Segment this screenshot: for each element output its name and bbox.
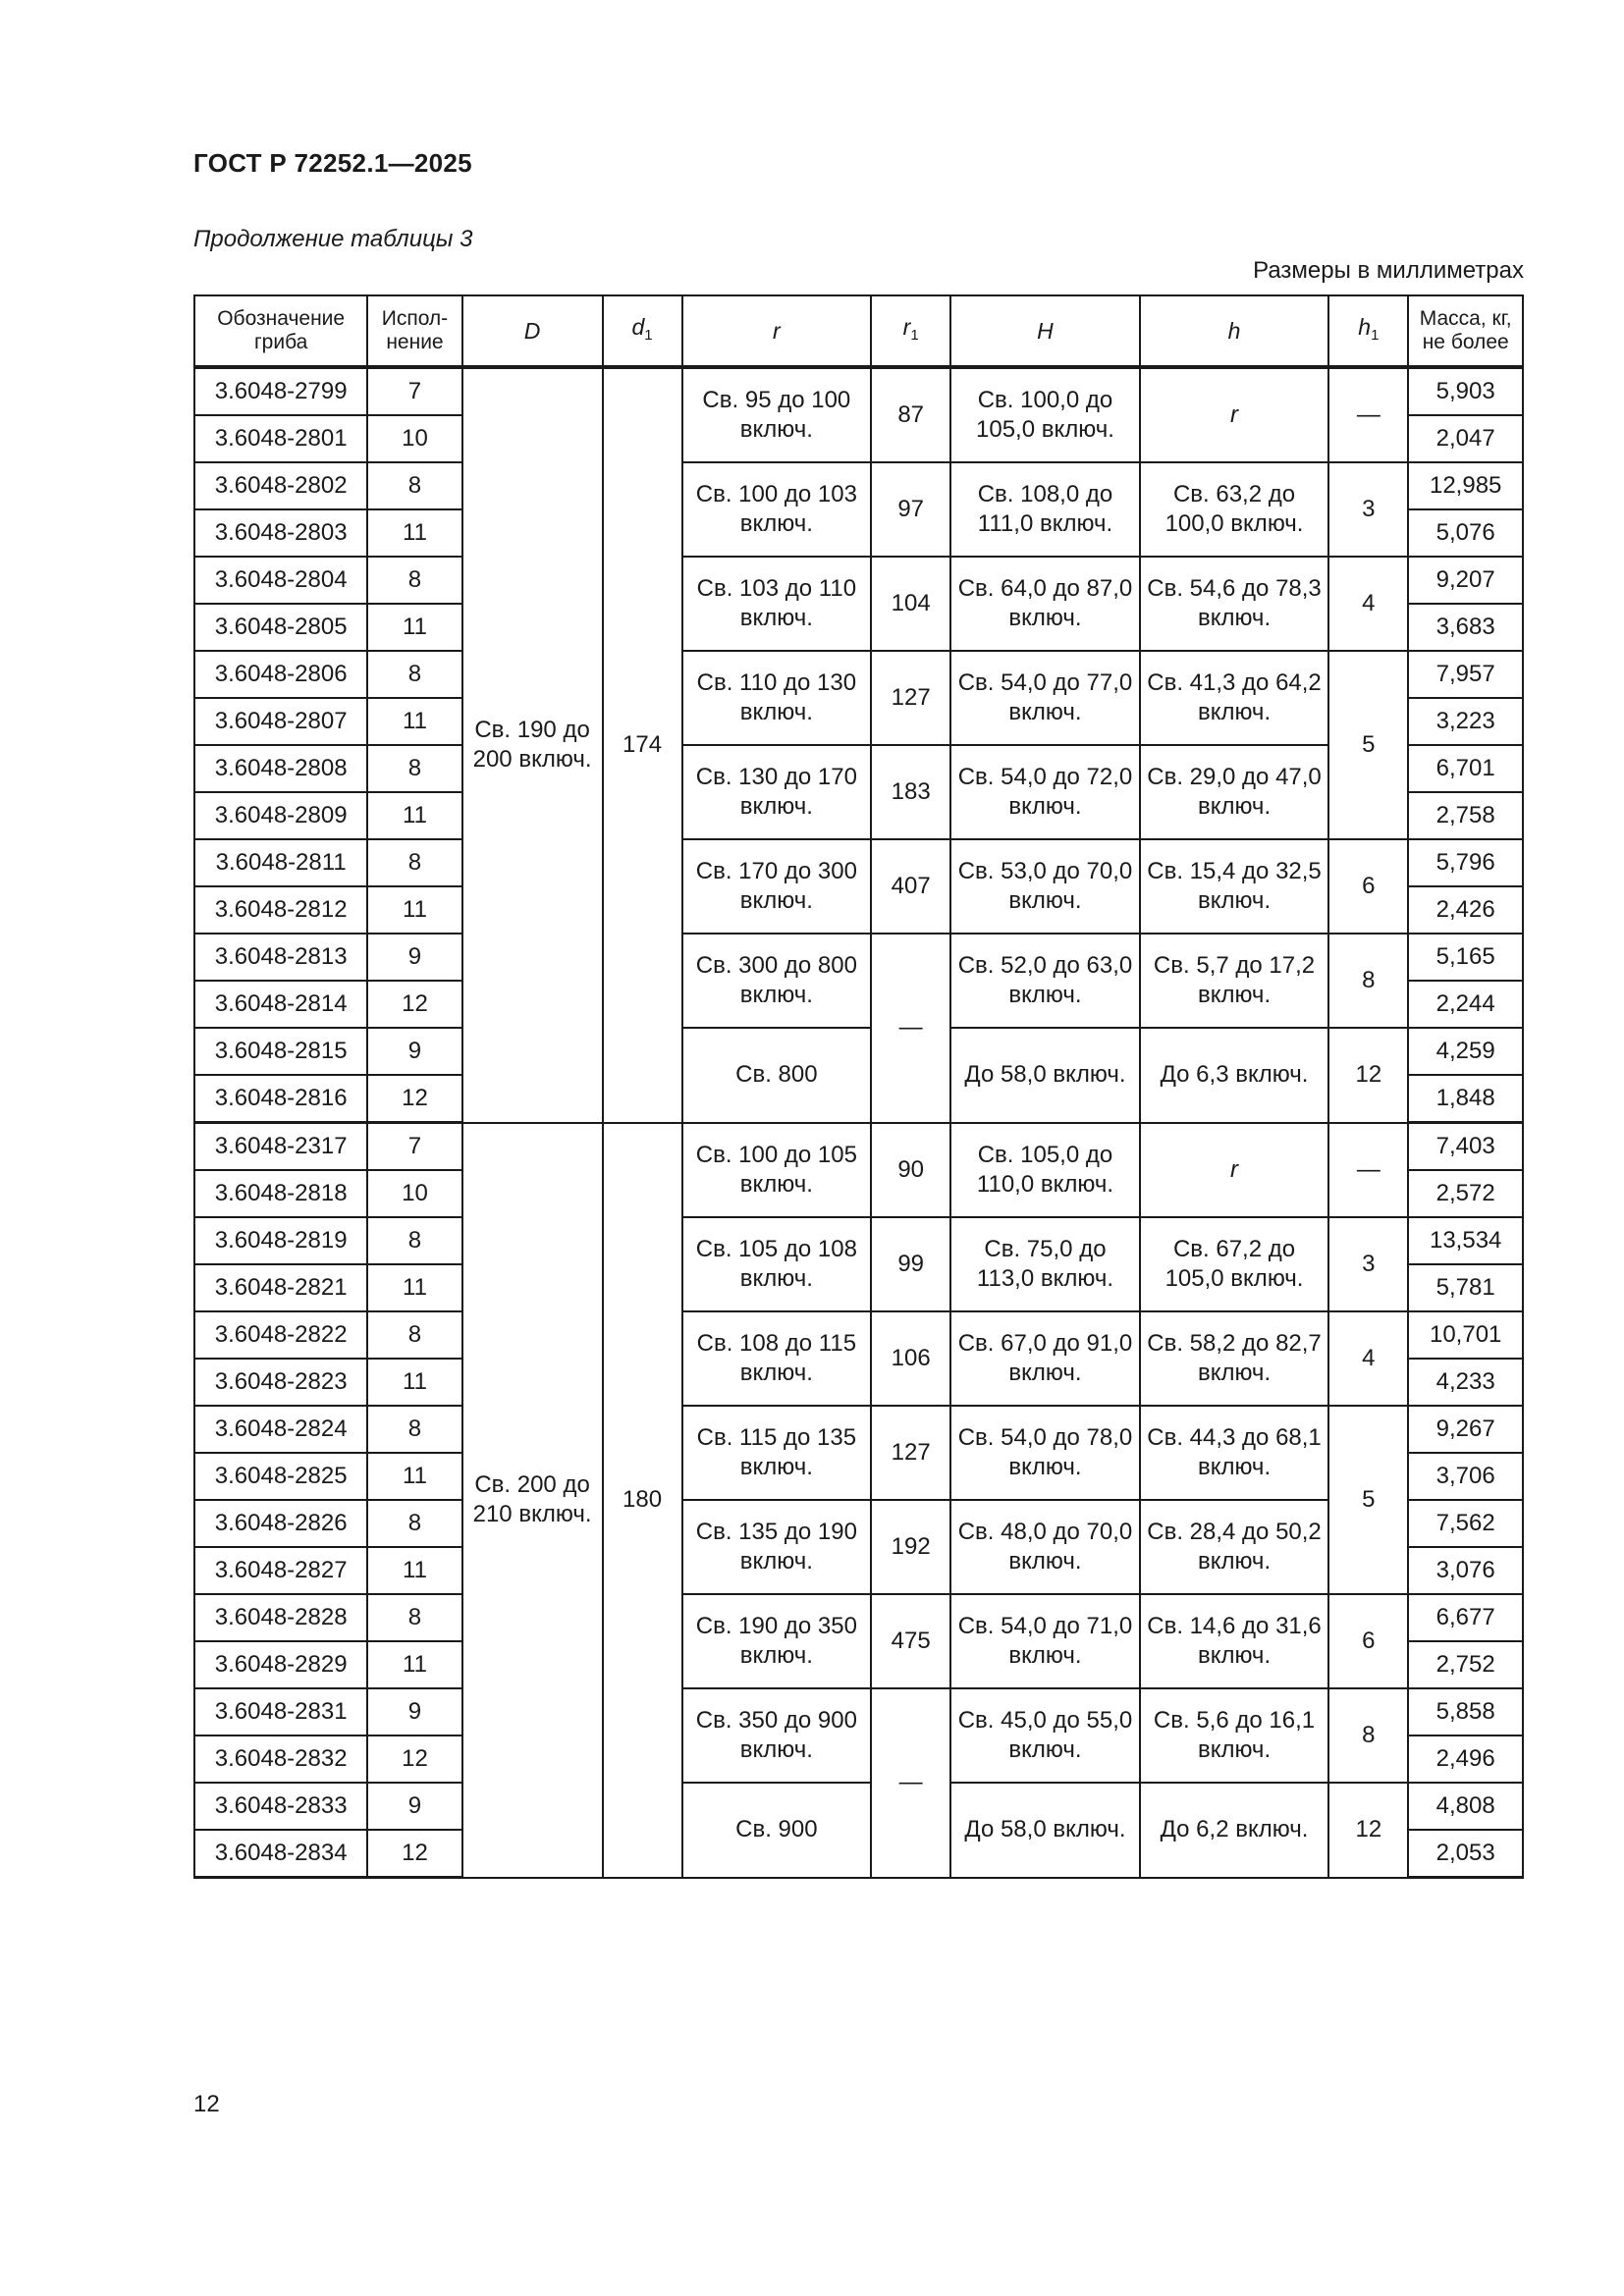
table-row bbox=[194, 1783, 1523, 1830]
H-cell: Св. 75,0 до 113,0 включ. bbox=[950, 1217, 1140, 1311]
col-header-D: D bbox=[462, 295, 603, 367]
h1-cell: — bbox=[1328, 367, 1408, 462]
mass-cell: 6,701 bbox=[1408, 745, 1523, 792]
designation-cell: 3.6048-2832 bbox=[194, 1735, 367, 1783]
h-cell: До 6,3 включ. bbox=[1140, 1028, 1329, 1123]
h-cell: Св. 29,0 до 47,0 включ. bbox=[1140, 745, 1329, 839]
mass-cell: 3,683 bbox=[1408, 604, 1523, 651]
version-cell: 12 bbox=[367, 1735, 461, 1783]
mass-cell: 10,701 bbox=[1408, 1311, 1523, 1359]
H-cell: Св. 48,0 до 70,0 включ. bbox=[950, 1500, 1140, 1594]
H-cell: Св. 53,0 до 70,0 включ. bbox=[950, 839, 1140, 934]
version-cell: 12 bbox=[367, 1830, 461, 1878]
H-cell: Св. 64,0 до 87,0 включ. bbox=[950, 557, 1140, 651]
H-cell: Св. 54,0 до 72,0 включ. bbox=[950, 745, 1140, 839]
r-cell: Св. 110 до 130 включ. bbox=[682, 651, 872, 745]
table-row bbox=[194, 651, 1523, 698]
H-cell: Св. 54,0 до 78,0 включ. bbox=[950, 1406, 1140, 1500]
version-cell: 11 bbox=[367, 1264, 461, 1311]
table-row bbox=[194, 1594, 1523, 1641]
version-cell: 8 bbox=[367, 745, 461, 792]
designation-cell: 3.6048-2812 bbox=[194, 886, 367, 934]
table-continuation-caption: Продолжение таблицы 3 bbox=[193, 226, 473, 252]
h-cell: r bbox=[1140, 1123, 1329, 1218]
mass-cell: 2,496 bbox=[1408, 1735, 1523, 1783]
h-cell: Св. 58,2 до 82,7 включ. bbox=[1140, 1311, 1329, 1406]
version-cell: 8 bbox=[367, 1406, 461, 1453]
mass-cell: 2,572 bbox=[1408, 1170, 1523, 1217]
designation-cell: 3.6048-2814 bbox=[194, 981, 367, 1028]
h1-cell: 4 bbox=[1328, 1311, 1408, 1406]
designation-cell: 3.6048-2829 bbox=[194, 1641, 367, 1688]
r1-cell: — bbox=[871, 934, 950, 1123]
version-cell: 9 bbox=[367, 934, 461, 981]
designation-cell: 3.6048-2809 bbox=[194, 792, 367, 839]
mass-cell: 5,165 bbox=[1408, 934, 1523, 981]
r1-cell: 87 bbox=[871, 367, 950, 462]
r-cell: Св. 103 до 110 включ. bbox=[682, 557, 872, 651]
H-cell: До 58,0 включ. bbox=[950, 1783, 1140, 1878]
table-row bbox=[194, 462, 1523, 509]
d1-cell: 174 bbox=[603, 367, 682, 1123]
designation-cell: 3.6048-2802 bbox=[194, 462, 367, 509]
h-cell: Св. 5,7 до 17,2 включ. bbox=[1140, 934, 1329, 1028]
r-cell: Св. 800 bbox=[682, 1028, 872, 1123]
col-header-r1 bbox=[871, 295, 950, 367]
designation-cell: 3.6048-2317 bbox=[194, 1123, 367, 1171]
h-cell: Св. 5,6 до 16,1 включ. bbox=[1140, 1688, 1329, 1783]
col-header-version: Испол-нение bbox=[367, 295, 461, 367]
version-cell: 12 bbox=[367, 981, 461, 1028]
designation-cell: 3.6048-2816 bbox=[194, 1075, 367, 1123]
r1-cell: 104 bbox=[871, 557, 950, 651]
h1-cell: 3 bbox=[1328, 462, 1408, 557]
version-cell: 8 bbox=[367, 1594, 461, 1641]
col-header-h1-base: h bbox=[1358, 313, 1372, 340]
mass-cell: 3,076 bbox=[1408, 1547, 1523, 1594]
r1-cell: 97 bbox=[871, 462, 950, 557]
mass-cell: 12,985 bbox=[1408, 462, 1523, 509]
mass-cell: 2,752 bbox=[1408, 1641, 1523, 1688]
mass-cell: 7,957 bbox=[1408, 651, 1523, 698]
designation-cell: 3.6048-2801 bbox=[194, 415, 367, 462]
version-cell: 11 bbox=[367, 886, 461, 934]
designation-cell: 3.6048-2811 bbox=[194, 839, 367, 886]
h-cell: Св. 15,4 до 32,5 включ. bbox=[1140, 839, 1329, 934]
designation-cell: 3.6048-2826 bbox=[194, 1500, 367, 1547]
col-header-H: H bbox=[950, 295, 1140, 367]
designation-cell: 3.6048-2808 bbox=[194, 745, 367, 792]
h-cell: r bbox=[1140, 367, 1329, 462]
mass-cell: 2,053 bbox=[1408, 1830, 1523, 1878]
col-header-d1 bbox=[603, 295, 682, 367]
table-row bbox=[194, 839, 1523, 886]
document-title: ГОСТ Р 72252.1—2025 bbox=[193, 148, 472, 178]
designation-cell: 3.6048-2819 bbox=[194, 1217, 367, 1264]
h-cell: Св. 14,6 до 31,6 включ. bbox=[1140, 1594, 1329, 1688]
h1-cell: 8 bbox=[1328, 1688, 1408, 1783]
version-cell: 10 bbox=[367, 1170, 461, 1217]
h1-cell: 5 bbox=[1328, 1406, 1408, 1594]
mass-cell: 3,223 bbox=[1408, 698, 1523, 745]
mass-cell: 2,426 bbox=[1408, 886, 1523, 934]
d1-cell: 180 bbox=[603, 1123, 682, 1878]
r-cell: Св. 95 до 100 включ. bbox=[682, 367, 872, 462]
H-cell: Св. 52,0 до 63,0 включ. bbox=[950, 934, 1140, 1028]
h1-cell: 6 bbox=[1328, 1594, 1408, 1688]
r1-cell: 127 bbox=[871, 651, 950, 745]
table-row bbox=[194, 1500, 1523, 1547]
r-cell: Св. 115 до 135 включ. bbox=[682, 1406, 872, 1500]
r1-cell: 407 bbox=[871, 839, 950, 934]
h-cell: Св. 41,3 до 64,2 включ. bbox=[1140, 651, 1329, 745]
designation-cell: 3.6048-2827 bbox=[194, 1547, 367, 1594]
r-cell: Св. 300 до 800 включ. bbox=[682, 934, 872, 1028]
designation-cell: 3.6048-2828 bbox=[194, 1594, 367, 1641]
h1-cell: 6 bbox=[1328, 839, 1408, 934]
table-body bbox=[194, 367, 1523, 1878]
h-cell: Св. 28,4 до 50,2 включ. bbox=[1140, 1500, 1329, 1594]
designation-cell: 3.6048-2807 bbox=[194, 698, 367, 745]
mass-cell: 5,781 bbox=[1408, 1264, 1523, 1311]
version-cell: 11 bbox=[367, 1359, 461, 1406]
mass-cell: 4,233 bbox=[1408, 1359, 1523, 1406]
designation-cell: 3.6048-2834 bbox=[194, 1830, 367, 1878]
version-cell: 7 bbox=[367, 1123, 461, 1171]
table-row bbox=[194, 1311, 1523, 1359]
table-row bbox=[194, 557, 1523, 604]
designation-cell: 3.6048-2823 bbox=[194, 1359, 367, 1406]
h1-cell: 12 bbox=[1328, 1028, 1408, 1123]
col-header-d1-base: d bbox=[631, 313, 645, 340]
r-cell: Св. 130 до 170 включ. bbox=[682, 745, 872, 839]
table-row bbox=[194, 1217, 1523, 1264]
h-cell: Св. 54,6 до 78,3 включ. bbox=[1140, 557, 1329, 651]
table-row bbox=[194, 1406, 1523, 1453]
col-header-h: h bbox=[1140, 295, 1329, 367]
H-cell: Св. 67,0 до 91,0 включ. bbox=[950, 1311, 1140, 1406]
h-cell: Св. 44,3 до 68,1 включ. bbox=[1140, 1406, 1329, 1500]
version-cell: 9 bbox=[367, 1028, 461, 1075]
r-cell: Св. 100 до 103 включ. bbox=[682, 462, 872, 557]
col-header-r1-sub: 1 bbox=[910, 326, 919, 344]
r1-cell: 127 bbox=[871, 1406, 950, 1500]
mass-cell: 7,403 bbox=[1408, 1123, 1523, 1171]
r1-cell: 183 bbox=[871, 745, 950, 839]
table-row bbox=[194, 367, 1523, 415]
h1-cell: 5 bbox=[1328, 651, 1408, 839]
h1-cell: — bbox=[1328, 1123, 1408, 1218]
r1-cell: 99 bbox=[871, 1217, 950, 1311]
version-cell: 11 bbox=[367, 792, 461, 839]
col-header-h1 bbox=[1328, 295, 1408, 367]
r1-cell: — bbox=[871, 1688, 950, 1878]
col-header-d1-sub: 1 bbox=[644, 326, 653, 344]
mass-cell: 5,858 bbox=[1408, 1688, 1523, 1735]
r1-cell: 475 bbox=[871, 1594, 950, 1688]
mass-cell: 5,796 bbox=[1408, 839, 1523, 886]
mass-cell: 3,706 bbox=[1408, 1453, 1523, 1500]
D-cell: Св. 190 до 200 включ. bbox=[462, 367, 603, 1123]
r-cell: Св. 900 bbox=[682, 1783, 872, 1878]
r-cell: Св. 350 до 900 включ. bbox=[682, 1688, 872, 1783]
col-header-h1-sub: 1 bbox=[1371, 326, 1380, 344]
mass-cell: 5,076 bbox=[1408, 509, 1523, 557]
version-cell: 11 bbox=[367, 698, 461, 745]
table-row bbox=[194, 934, 1523, 981]
H-cell: Св. 45,0 до 55,0 включ. bbox=[950, 1688, 1140, 1783]
units-note: Размеры в миллиметрах bbox=[1253, 257, 1524, 284]
h1-cell: 8 bbox=[1328, 934, 1408, 1028]
designation-cell: 3.6048-2824 bbox=[194, 1406, 367, 1453]
col-header-r: r bbox=[682, 295, 872, 367]
designation-cell: 3.6048-2818 bbox=[194, 1170, 367, 1217]
version-cell: 9 bbox=[367, 1688, 461, 1735]
version-cell: 11 bbox=[367, 1547, 461, 1594]
mass-cell: 9,207 bbox=[1408, 557, 1523, 604]
table-header bbox=[194, 295, 1523, 367]
page-number: 12 bbox=[193, 2091, 220, 2117]
version-cell: 12 bbox=[367, 1075, 461, 1123]
version-cell: 11 bbox=[367, 1641, 461, 1688]
version-cell: 8 bbox=[367, 462, 461, 509]
r1-cell: 106 bbox=[871, 1311, 950, 1406]
H-cell: Св. 108,0 до 111,0 включ. bbox=[950, 462, 1140, 557]
table-row bbox=[194, 1028, 1523, 1075]
table-row bbox=[194, 1123, 1523, 1171]
r-cell: Св. 108 до 115 включ. bbox=[682, 1311, 872, 1406]
version-cell: 11 bbox=[367, 509, 461, 557]
col-header-designation: Обозначение гриба bbox=[194, 295, 367, 367]
r1-cell: 192 bbox=[871, 1500, 950, 1594]
mass-cell: 2,047 bbox=[1408, 415, 1523, 462]
designation-cell: 3.6048-2799 bbox=[194, 367, 367, 415]
col-header-r1-base: r bbox=[902, 313, 911, 340]
designation-cell: 3.6048-2804 bbox=[194, 557, 367, 604]
designation-cell: 3.6048-2831 bbox=[194, 1688, 367, 1735]
mass-cell: 4,808 bbox=[1408, 1783, 1523, 1830]
version-cell: 8 bbox=[367, 557, 461, 604]
designation-cell: 3.6048-2805 bbox=[194, 604, 367, 651]
designation-cell: 3.6048-2806 bbox=[194, 651, 367, 698]
mass-cell: 6,677 bbox=[1408, 1594, 1523, 1641]
mass-cell: 7,562 bbox=[1408, 1500, 1523, 1547]
h-cell: Св. 63,2 до 100,0 включ. bbox=[1140, 462, 1329, 557]
H-cell: Св. 54,0 до 71,0 включ. bbox=[950, 1594, 1140, 1688]
version-cell: 10 bbox=[367, 415, 461, 462]
h-cell: До 6,2 включ. bbox=[1140, 1783, 1329, 1878]
designation-cell: 3.6048-2803 bbox=[194, 509, 367, 557]
H-cell: Св. 105,0 до 110,0 включ. bbox=[950, 1123, 1140, 1218]
mass-cell: 5,903 bbox=[1408, 367, 1523, 415]
H-cell: Св. 100,0 до 105,0 включ. bbox=[950, 367, 1140, 462]
h1-cell: 12 bbox=[1328, 1783, 1408, 1878]
version-cell: 9 bbox=[367, 1783, 461, 1830]
h1-cell: 4 bbox=[1328, 557, 1408, 651]
mass-cell: 1,848 bbox=[1408, 1075, 1523, 1123]
version-cell: 11 bbox=[367, 604, 461, 651]
h-cell: Св. 67,2 до 105,0 включ. bbox=[1140, 1217, 1329, 1311]
designation-cell: 3.6048-2821 bbox=[194, 1264, 367, 1311]
designation-cell: 3.6048-2813 bbox=[194, 934, 367, 981]
col-header-mass: Масса, кг, не более bbox=[1408, 295, 1523, 367]
version-cell: 8 bbox=[367, 1311, 461, 1359]
r-cell: Св. 190 до 350 включ. bbox=[682, 1594, 872, 1688]
H-cell: Св. 54,0 до 77,0 включ. bbox=[950, 651, 1140, 745]
H-cell: До 58,0 включ. bbox=[950, 1028, 1140, 1123]
version-cell: 8 bbox=[367, 839, 461, 886]
table-row bbox=[194, 1688, 1523, 1735]
r-cell: Св. 135 до 190 включ. bbox=[682, 1500, 872, 1594]
r-cell: Св. 100 до 105 включ. bbox=[682, 1123, 872, 1218]
mass-cell: 4,259 bbox=[1408, 1028, 1523, 1075]
designation-cell: 3.6048-2822 bbox=[194, 1311, 367, 1359]
mass-cell: 2,758 bbox=[1408, 792, 1523, 839]
version-cell: 8 bbox=[367, 651, 461, 698]
r-cell: Св. 170 до 300 включ. bbox=[682, 839, 872, 934]
version-cell: 8 bbox=[367, 1500, 461, 1547]
designation-cell: 3.6048-2825 bbox=[194, 1453, 367, 1500]
dimensions-table bbox=[193, 294, 1524, 1879]
h1-cell: 3 bbox=[1328, 1217, 1408, 1311]
D-cell: Св. 200 до 210 включ. bbox=[462, 1123, 603, 1878]
version-cell: 7 bbox=[367, 367, 461, 415]
mass-cell: 9,267 bbox=[1408, 1406, 1523, 1453]
designation-cell: 3.6048-2833 bbox=[194, 1783, 367, 1830]
mass-cell: 2,244 bbox=[1408, 981, 1523, 1028]
table-row bbox=[194, 745, 1523, 792]
version-cell: 11 bbox=[367, 1453, 461, 1500]
designation-cell: 3.6048-2815 bbox=[194, 1028, 367, 1075]
r-cell: Св. 105 до 108 включ. bbox=[682, 1217, 872, 1311]
mass-cell: 13,534 bbox=[1408, 1217, 1523, 1264]
version-cell: 8 bbox=[367, 1217, 461, 1264]
r1-cell: 90 bbox=[871, 1123, 950, 1218]
